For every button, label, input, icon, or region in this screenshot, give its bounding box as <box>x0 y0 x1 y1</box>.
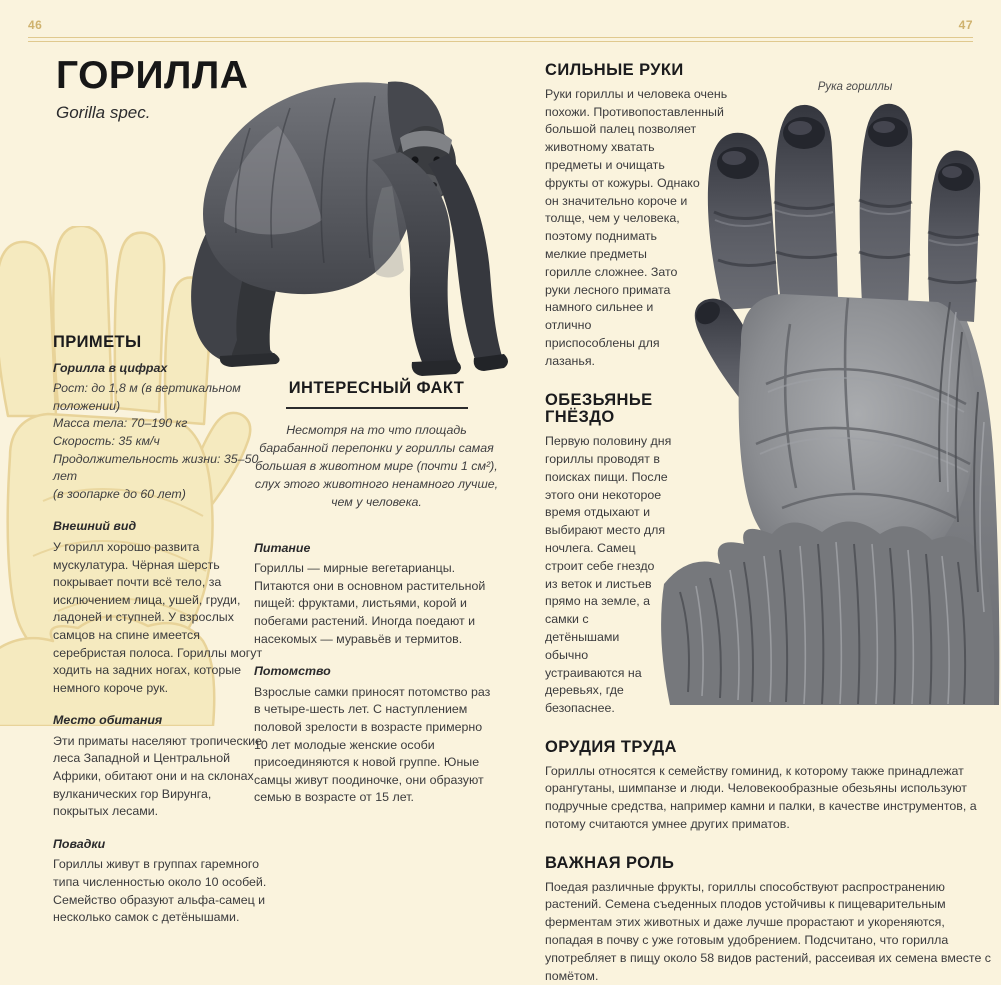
figure-speed: Скорость: 35 км/ч <box>53 433 160 448</box>
hand-wrap-spacer <box>665 62 991 707</box>
section-heading-important-role: ВАЖНАЯ РОЛЬ <box>545 853 675 872</box>
hand-caption: Рука гориллы <box>817 81 893 93</box>
identity-heading: ПРИМЕТЫ <box>53 333 142 351</box>
page-number-right: 47 <box>958 18 973 32</box>
section-heading-appearance: Внешний вид <box>53 519 137 534</box>
fact-divider <box>286 407 468 409</box>
figure-lifespan-zoo: (в зоопарке до 60 лет) <box>53 486 186 501</box>
article-header <box>56 56 248 123</box>
section-text-behaviour: Гориллы живут в группах гаремного типа численностью около 10 особей. Семейство образуют альфа-самец и несколько самок с детёнышами. <box>53 857 267 925</box>
section-text-appearance: У горилл хорошо развита мускулатура. Чёрная шерсть покрывает почти всё тело, за исключением лица, ушей, груди, ладоней и ступней. У взрослых самцов на спине имеется серебристая полоса. Гориллы могут ходить на задних ногах, которые немного короче рук. <box>53 539 263 695</box>
figures-title: Горилла в цифрах <box>53 360 168 375</box>
identity-column <box>53 334 269 927</box>
figure-lifespan: Продолжительность жизни: 35–50 лет <box>53 451 259 484</box>
section-text-ape-nest: Первую половину дня гориллы проводят в поисках пищи. После этого они некоторое время отдыхают и выбирают место для ночлега. Самец строит себе гнездо из веток и листьев прямо на земле, а самки с детёнышами обычно устраиваются на деревьях, где безопаснее. <box>545 434 672 716</box>
section-heading-strong-hands: СИЛЬНЫЕ РУКИ <box>545 61 684 79</box>
figure-height: Рост: до 1,8 м (в вертикальном положении) <box>53 381 241 413</box>
section-heading-offspring: Потомство <box>254 664 331 679</box>
right-column <box>545 61 991 983</box>
page-number-left: 46 <box>28 18 43 32</box>
fact-text: Несмотря на то что площадь барабанной перепонки у гориллы самая большая в животном мире (почти 1 см²), слух этого животного ненамного лучше, чем у человека. <box>254 422 499 509</box>
section-text-diet: Гориллы — мирные вегетарианцы. Питаются они в основном растительной пищей: фруктами, листьями, корой и побегами растений. Иногда поедают и насекомых — муравьёв и термитов. <box>254 561 486 646</box>
section-heading-behaviour: Повадки <box>53 836 106 851</box>
section-heading-habitat: Место обитания <box>53 713 163 728</box>
section-text-offspring: Взрослые самки приносят потомство раз в четыре-шесть лет. С наступлением половой зрелости в возрасте примерно 10 лет молодые женские особи присоединяются к новой группе. Юные самцы живут поодиночке, они образуют семью в возрасте от 15 лет. <box>254 684 491 805</box>
interesting-fact-block <box>254 380 499 511</box>
nutrition-block <box>254 540 499 807</box>
section-text-habitat: Эти приматы населяют тропические леса Западной и Центральной Африки, обитают они и на склонах вулканических гор Вирунга, покрытых лесами. <box>53 733 262 819</box>
latin-name: Gorilla spec. <box>56 103 151 122</box>
fact-heading: ИНТЕРЕСНЫЙ ФАКТ <box>288 379 465 397</box>
section-text-strong-hands: Руки гориллы и человека очень похожи. Противопоставленный большой палец позволяет животному хватать предметы и очищать фрукты от кожуры. Однако он значительно короче и толще, чем у человека, поэтому поднимать мелкие предметы горилле сложнее. Зато руки лесного примата намного сильнее и отлично приспособлены для лазанья. <box>545 86 728 368</box>
section-tools <box>545 739 991 834</box>
section-text-important-role: Поедая различные фрукты, гориллы способствуют распространению растений. Семена съеденных плодов устойчивы к пищеварительным ферментам этих животных и даже лучше прорастают и укореняются, попадая в почву с уже готовым удобрением. Подсчитано, что горилла употребляет в пищу около 58 видов растений, рассеивая их семена вместе с помётом. <box>545 879 991 983</box>
page-title: ГОРИЛЛА <box>56 54 249 97</box>
section-heading-ape-nest: ОБЕЗЬЯНЬЕ ГНЁЗДО <box>545 390 653 427</box>
section-heading-tools: ОРУДИЯ ТРУДА <box>545 737 677 756</box>
section-important-role <box>545 855 991 985</box>
section-text-tools: Гориллы относятся к семейству гоминид, к которому также принадлежат орангутаны, шимпанзе и люди. Человекообразные обезьяны используют подручные средства, например камни и палки, в качестве инструментов, а потому считаются умнее других приматов. <box>545 763 977 832</box>
fact-column <box>254 380 499 807</box>
figure-mass: Масса тела: 70–190 кг <box>53 416 188 431</box>
header-divider <box>28 37 973 42</box>
section-heading-diet: Питание <box>254 540 311 555</box>
